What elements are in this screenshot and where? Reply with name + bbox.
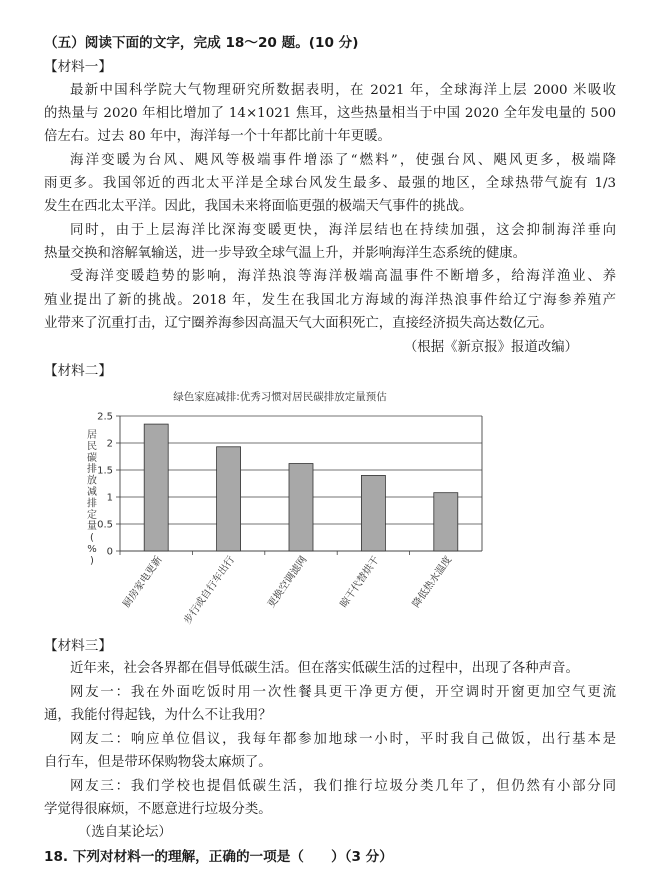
material2-label: 【材料二】	[44, 363, 112, 379]
y-tick-label: 0	[106, 546, 113, 558]
category-label: 降低热水温度	[410, 554, 455, 610]
material3-source: （选自某论坛）	[78, 825, 172, 840]
chart-title: 绿色家庭减排:优秀习惯对居民碳排放定量预估	[173, 391, 387, 403]
material1-line: 殖业提出了新的挑战。2018 年，发生在我国北方海域的海洋热浪事件给辽宁海参养殖产	[44, 293, 616, 308]
bar	[361, 475, 385, 551]
bar	[434, 493, 458, 551]
category-label: 晾干代替烘干	[338, 554, 382, 610]
material1-line: 发生在西北太平洋。因此，我国未来将面临更强的极端天气事件的挑战。	[44, 199, 473, 214]
material1-line: 海洋变暖为台风、飓风等极端事件增添了“燃料”，使强台风、飓风更多，极端降	[70, 153, 616, 168]
bar	[217, 447, 241, 551]
y-tick-label: 2.5	[97, 411, 113, 423]
material1-line: 最新中国科学院大气物理研究所数据表明，在 2021 年，全球海洋上层 2000 米吸收	[70, 83, 616, 98]
material3-label: 【材料三】	[44, 638, 112, 654]
question-18: 18. 下列对材料一的理解，正确的一项是（ ）（3 分）	[44, 849, 393, 865]
material3-line: 近年来，社会各界都在倡导低碳生活。但在落实低碳生活的过程中，出现了各种声音。	[70, 661, 579, 676]
material1-source: （根据《新京报》报道改编）	[403, 340, 578, 355]
bar	[289, 464, 313, 551]
material3-line: 网友一：我在外面吃饭时用一次性餐具更干净更方便，开空调时开窗更加空气更流	[70, 685, 616, 700]
material3-line: 通，我能付得起钱，为什么不让我用？	[44, 708, 272, 723]
material1-line: 倍左右。过去 80 年中，海洋每一个十年都比前十年更暖。	[44, 129, 391, 144]
material3-line: 自行车，但是带环保购物袋太麻烦了。	[44, 755, 272, 770]
material1-line: 受海洋变暖趋势的影响，海洋热浪等海洋极端高温事件不断增多，给海洋渔业、养	[70, 269, 616, 284]
section-heading: （五）阅读下面的文字，完成 18～20 题。(10 分)	[44, 35, 359, 51]
y-tick-label: 1.5	[97, 465, 113, 477]
material1-line: 的热量与 2020 年相比增加了 14×1021 焦耳，这些热量相当于中国 2020 全年发电量的 500	[44, 106, 616, 121]
material3-line: 网友三：我们学校也提倡低碳生活，我们推行垃圾分类几年了，但仍然有小部分同	[70, 779, 616, 794]
material3-line: 学觉得很麻烦，不愿意进行垃圾分类。	[44, 802, 272, 817]
material1-line: 同时，由于上层海洋比深海变暖更快，海洋层结也在持续加强，这会抑制海洋垂向	[70, 223, 616, 238]
material1-line: 雨更多。我国邻近的西北太平洋是全球台风发生最多、最强的地区，全球热带气旋有 1/3	[44, 176, 616, 191]
y-axis-label: 居民碳排放减排定量( % )	[87, 430, 97, 567]
category-label: 步行或自行车出行	[182, 554, 238, 627]
bar-chart	[70, 380, 500, 635]
category-label: 更换空调滤网	[266, 554, 310, 610]
material1-label: 【材料一】	[44, 59, 112, 75]
y-tick-label: 2	[106, 438, 113, 450]
y-tick-label: 0.5	[97, 519, 113, 531]
bar	[144, 424, 168, 551]
material1-line: 业带来了沉重打击，辽宁圈养海参因高温天气大面积死亡，直接经济损失高达数亿元。	[44, 316, 553, 331]
y-tick-label: 1	[106, 492, 113, 504]
category-label: 厨房家电更新	[121, 554, 165, 610]
material1-line: 热量交换和溶解氧输送，进一步导致全球气温上升，并影响海洋生态系统的健康。	[44, 246, 527, 261]
material3-line: 网友二：响应单位倡议，我每年都参加地球一小时，平时我自己做饭，出行基本是	[70, 732, 616, 747]
